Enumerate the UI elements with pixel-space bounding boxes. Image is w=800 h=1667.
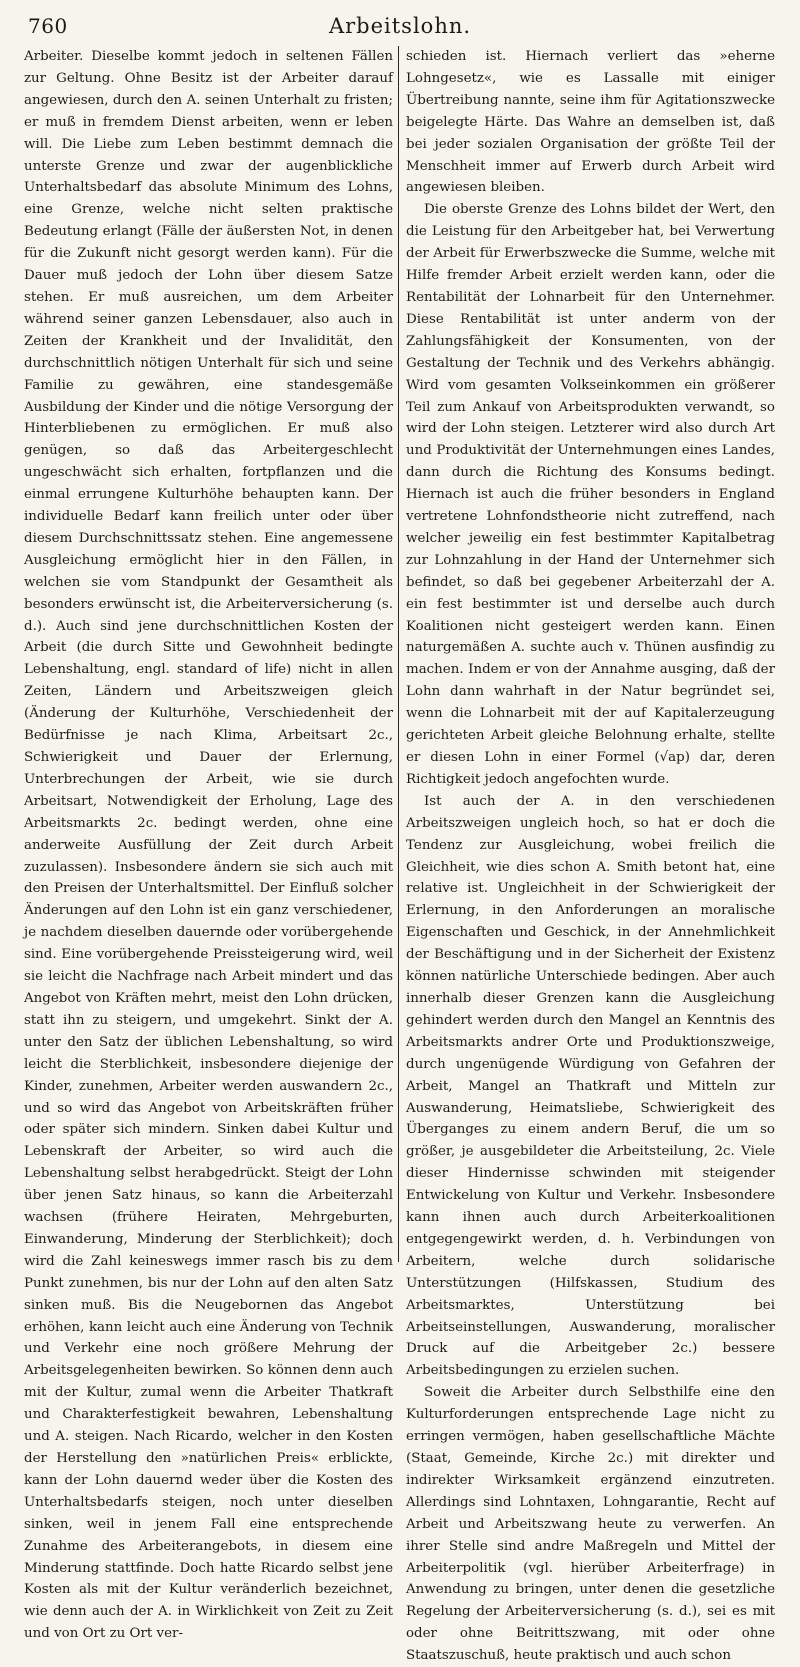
- page-number: 760: [28, 14, 68, 38]
- right-column: [406, 46, 775, 1664]
- page-header: [0, 0, 800, 44]
- paragraph: Arbeiter. Dieselbe kommt jedoch in seltenen Fällen zur Geltung. Ohne Besitz ist der Arbeiter darauf angewiesen, durch den A. seinen Unterhalt zu fristen; er muß in fremdem Dienst arbeiten, wenn er leben will. Die Liebe zum Leben bestimmt demnach die unterste Grenze und zwar der augenblickliche Unterhaltsbedarf das absolute Minimum des Lohns, eine Grenze, welche nicht selten praktische Bedeutung erlangt (Fälle der äußersten Not, in denen für die Zukunft nicht gesorgt werden kann). Für die Dauer muß jedoch der Lohn über diesem Satze stehen. Er muß ausreichen, um dem Arbeiter während seiner ganzen Lebensdauer, also auch in Zeiten der Krankheit und der Invalidität, den durchschnittlich nötigen Unterhalt für sich und seine Familie zu gewähren, eine standesgemäße Ausbildung der Kinder und die nötige Versorgung der Hinterbliebenen zu ermöglichen. Er muß also genügen, so daß das Arbeitergeschlecht ungeschwächt sich erhalten, fortpflanzen und die einmal errungene Kulturhöhe behaupten kann. Der individuelle Bedarf kann freilich unter oder über diesem Durchschnittssatz stehen. Eine angemessene Ausgleichung ermöglicht hier in den Fällen, in welchen sie vom Standpunkt der Gesamtheit als besonders erwünscht ist, die Arbeiterversicherung (s. d.). Auch sind jene durchschnittlichen Kosten der Arbeit (die durch Sitte und Gewohnheit bedingte Lebenshaltung, engl. standard of life) nicht in allen Zeiten, Ländern und Arbeitszweigen gleich (Änderung der Kulturhöhe, Verschiedenheit der Bedürfnisse je nach Klima, Arbeitsart 2c., Schwierigkeit und Dauer der Erlernung, Unterbrechungen der Arbeit, wie sie durch Arbeitsart, Notwendigkeit der Erholung, Lage des Arbeitsmarkts 2c. bedingt werden, ohne eine anderweite Ausfüllung der Zeit durch Arbeit zuzulassen). Insbesondere ändern sie sich auch mit den Preisen der Unterhaltsmittel. Der Einfluß solcher Änderungen auf den Lohn ist ein ganz verschiedener, je nachdem dieselben dauernde oder vorübergehende sind. Eine vorübergehende Preissteigerung wird, weil sie leicht die Nachfrage nach Arbeit mindert und das Angebot von Kräften mehrt, meist den Lohn drücken, statt ihn zu steigern, und umgekehrt. Sinkt der A. unter den Satz der üblichen Lebenshaltung, so wird leicht die Sterblichkeit, insbesondere diejenige der Kinder, zunehmen, Arbeiter werden auswandern 2c., und so wird das Angebot von Arbeitskräften früher oder später sich mindern. Sinken dabei Kultur und Lebenskraft der Arbeiter, so wird auch die Lebenshaltung selbst herabgedrückt. Steigt der Lohn über jenen Satz hinaus, so kann die Arbeiterzahl wachsen (frühere Heiraten, Mehrgeburten, Einwanderung, Minderung der Sterblichkeit); doch wird die Zahl keineswegs immer rasch bis zu dem Punkt zunehmen, bis nur der Lohn auf den alten Satz sinken muß. Bis die Neugebornen das Angebot erhöhen, kann leicht auch eine Änderung von Technik und Verkehr eine noch größere Mehrung der Arbeitsgelegenheiten bewirken. So können denn auch mit der Kultur, zumal wenn die Arbeiter Thatkraft und Charakterfestigkeit bewahren, Lebenshaltung und A. steigen. Nach Ricardo, welcher in den Kosten der Herstellung den »natürlichen Preis« erblickte, kann der Lohn dauernd weder über die Kosten des Unterhaltsbedarfs steigen, noch unter dieselben sinken, weil in jenem Fall eine entsprechende Zunahme des Arbeiterangebots, in diesem eine Minderung stattfinde. Doch hatte Ricardo selbst jene Kosten als mit der Kultur veränderlich bezeichnet, wie denn auch der A. in Wirklichkeit von Zeit zu Zeit und von Ort zu Ort ver-: [24, 49, 393, 1642]
- running-head: Arbeitslohn.: [328, 14, 472, 38]
- column-divider: [398, 46, 399, 1262]
- paragraph: Ist auch der A. in den verschiedenen Arbeitszweigen ungleich hoch, so hat er doch die Tendenz zur Ausgleichung, wobei freilich die Gleichheit, wie dies schon A. Smith betont hat, eine relative ist. Ungleichheit in der Schwierigkeit der Erlernung, in den Anforderungen an moralische Eigenschaften und Geschick, in der Annehmlichkeit der Beschäftigung und in der Sicherheit der Existenz können natürliche Unterschiede bedingen. Aber auch innerhalb dieser Grenzen kann die Ausgleichung gehindert werden durch den Mangel an Kenntnis des Arbeitsmarkts andrer Orte und Produktionszweige, durch ungenügende Würdigung von Gefahren der Arbeit, Mangel an Thatkraft und Mitteln zur Auswanderung, Heimatsliebe, Schwierigkeit des Überganges zu einem andern Beruf, die um so größer, je ausgebildeter die Arbeitsteilung, 2c. Viele dieser Hindernisse schwinden mit steigender Entwickelung von Kultur und Verkehr. Insbesondere kann ihnen auch durch Arbeiterkoalitionen entgegengewirkt werden, d. h. Verbindungen von Arbeitern, welche durch solidarische Unterstützungen (Hilfskassen, Studium des Arbeitsmarktes, Unterstützung bei Arbeitseinstellungen, Auswanderung, moralischer Druck auf die Arbeitgeber 2c.) bessere Arbeitsbedingungen zu erzielen suchen.: [406, 793, 775, 1379]
- paragraph: Die oberste Grenze des Lohns bildet der Wert, den die Leistung für den Arbeitgeber hat, bei Verwertung der Arbeit für Erwerbszwecke die Summe, welche mit Hilfe fremder Arbeit erzielt werden kann, oder die Rentabilität der Lohnarbeit für den Unternehmer. Diese Rentabilität ist unter anderm von der Zahlungsfähigkeit der Konsumenten, von der Gestaltung der Technik und des Verkehrs abhängig. Wird vom gesamten Volkseinkommen ein größerer Teil zum Ankauf von Arbeitsprodukten verwandt, so wird der Lohn steigen. Letzterer wird also durch Art und Produktivität der Unternehmungen eines Landes, dann durch die Richtung des Konsums bedingt. Hiernach ist auch die früher besonders in England vertretene Lohnfondstheorie nicht zutreffend, nach welcher jeweilig ein fest bestimmter Kapitalbetrag zur Lohnzahlung in der Hand der Unternehmer sich befindet, so daß bei gegebener Arbeiterzahl der A. ein fest bestimmter ist und derselbe auch durch Koalitionen nicht gesteigert werden kann. Einen naturgemäßen A. suchte auch v. Thünen ausfindig zu machen. Indem er von der Annahme ausging, daß der Lohn dann wahrhaft in der Natur begründet sei, wenn die Lohnarbeit mit der auf Kapitalerzeugung gerichteten Arbeit gleiche Belohnung erhalte, stellte er diesen Lohn in einer Formel (√ap) dar, deren Richtigkeit jedoch angefochten wurde.: [406, 202, 775, 787]
- left-column: [24, 46, 393, 1642]
- paragraph: Soweit die Arbeiter durch Selbsthilfe eine den Kulturforderungen entsprechende Lage nicht zu erringen vermögen, haben gesellschaftliche Mächte (Staat, Gemeinde, Kirche 2c.) mit direkter und indirekter Wirksamkeit ergänzend einzutreten. Allerdings sind Lohntaxen, Lohngarantie, Recht auf Arbeit und Arbeitszwang heute zu verwerfen. An ihrer Stelle sind andre Maßregeln und Mittel der Arbeiterpolitik (vgl. hierüber Arbeiterfrage) in Anwendung zu bringen, unter denen die gesetzliche Regelung der Arbeiterversicherung (s. d.), sei es mit oder ohne Beitrittszwang, mit oder ohne Staatszuschuß, heute praktisch und auch schon: [406, 1385, 775, 1664]
- paragraph: schieden ist. Hiernach verliert das »eherne Lohngesetz«, wie es Lassalle mit einiger Übertreibung nannte, seine ihm für Agitationszwecke beigelegte Härte. Das Wahre an demselben ist, daß bei jeder sozialen Organisation der größte Teil der Menschheit immer auf Erwerb durch Arbeit wird angewiesen bleiben.: [406, 49, 775, 196]
